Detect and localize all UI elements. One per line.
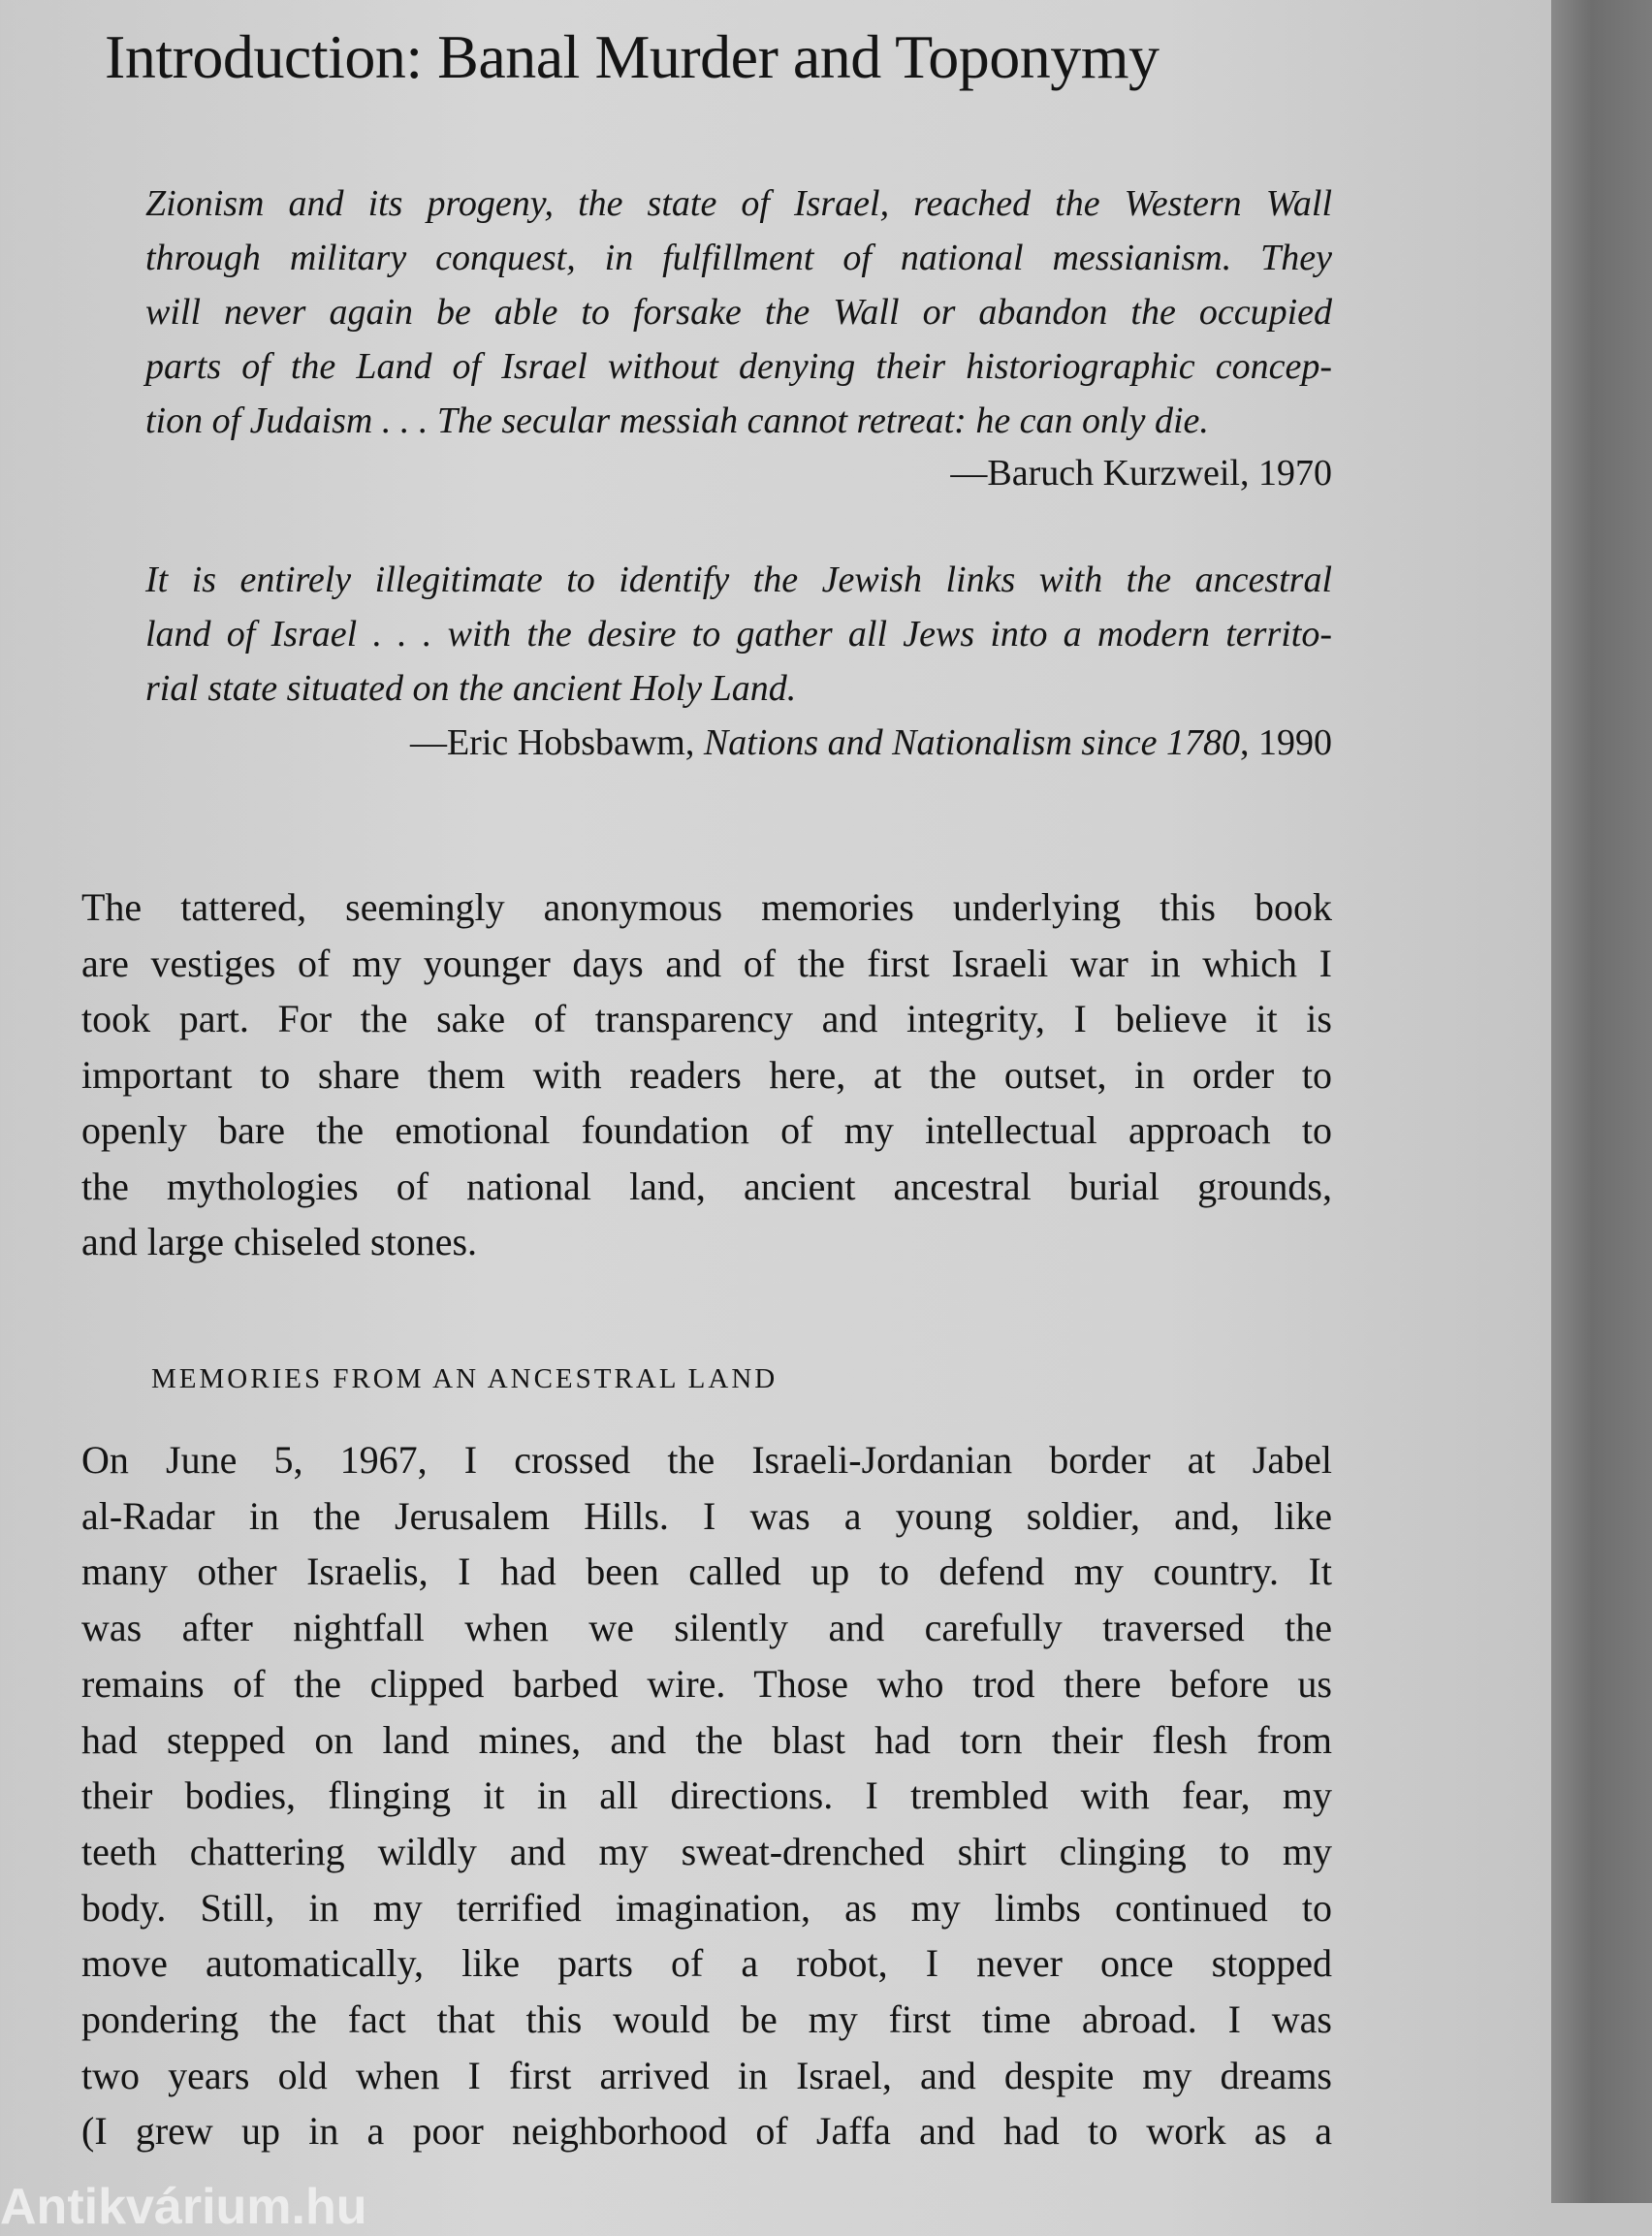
text-line: body. Still, in my terrified imagination, as my limbs continued to xyxy=(81,1885,1332,1930)
text-line: It is entirely illegitimate to identify the Jewish links with the ancestral xyxy=(145,559,1332,600)
epigraph-attribution: —Baruch Kurzweil, 1970 xyxy=(950,453,1332,494)
epigraph-attribution xyxy=(410,721,1332,764)
text-line: move automatically, like parts of a robot, I never once stopped xyxy=(81,1941,1332,1986)
text-line: openly bare the emotional foundation of my intellectual approach to xyxy=(81,1108,1332,1152)
text-line: many other Israelis, I had been called up to defend my country. It xyxy=(81,1549,1332,1594)
attribution-part: —Eric Hobsbawm, xyxy=(409,722,704,763)
book-gutter-shadow xyxy=(1551,0,1652,2203)
watermark: Antikvárium.hu xyxy=(0,2179,367,2235)
chapter-title: Introduction: Banal Murder and Toponymy xyxy=(105,22,1160,91)
text-line: the mythologies of national land, ancient ancestral burial grounds, xyxy=(81,1164,1332,1208)
text-line: teeth chattering wildly and my sweat-drenched shirt clinging to my xyxy=(81,1829,1332,1873)
text-line: important to share them with readers here, at the outset, in order to xyxy=(81,1052,1332,1097)
text-line: remains of the clipped barbed wire. Those who trod there before us xyxy=(81,1661,1332,1706)
text-line: rial state situated on the ancient Holy Land. xyxy=(145,668,797,709)
text-line: and large chiseled stones. xyxy=(81,1220,478,1263)
text-line: The tattered, seemingly anonymous memories underlying this book xyxy=(81,885,1332,929)
text-line: land of Israel . . . with the desire to gather all Jews into a modern territo- xyxy=(145,614,1332,655)
section-heading: MEMORIES FROM AN ANCESTRAL LAND xyxy=(151,1363,778,1394)
text-line: pondering the fact that this would be my first time abroad. I was xyxy=(81,1997,1332,2041)
text-line: (I grew up in a poor neighborhood of Jaffa and had to work as a xyxy=(81,2109,1332,2154)
text-line: tion of Judaism . . . The secular messiah cannot retreat: he can only die. xyxy=(145,400,1209,441)
text-line: took part. For the sake of transparency and integrity, I believe it is xyxy=(81,997,1332,1040)
text-line: al-Radar in the Jerusalem Hills. I was a young soldier, and, like xyxy=(81,1493,1332,1538)
text-line: On June 5, 1967, I crossed the Israeli-Jordanian border at Jabel xyxy=(81,1438,1332,1482)
attribution-part: Nations and Nationalism since 1780 xyxy=(703,722,1240,763)
text-line: through military conquest, in fulfillment of national messianism. They xyxy=(145,238,1332,278)
text-line: was after nightfall when we silently and carefully traversed the xyxy=(81,1606,1332,1650)
text-line: are vestiges of my younger days and of the first Israeli war in which I xyxy=(81,941,1332,985)
text-line: had stepped on land mines, and the blast had torn their flesh from xyxy=(81,1717,1332,1762)
text-line: will never again be able to forsake the Wall or abandon the occupied xyxy=(145,292,1332,333)
text-line: two years old when I first arrived in Israel, and despite my dreams xyxy=(81,2053,1332,2097)
text-line: parts of the Land of Israel without denying their historiographic concep- xyxy=(145,346,1332,387)
attribution-part: , 1990 xyxy=(1240,722,1332,763)
text-line: Zionism and its progeny, the state of Israel, reached the Western Wall xyxy=(145,183,1332,224)
text-line: their bodies, flinging it in all directions. I trembled with fear, my xyxy=(81,1773,1332,1818)
